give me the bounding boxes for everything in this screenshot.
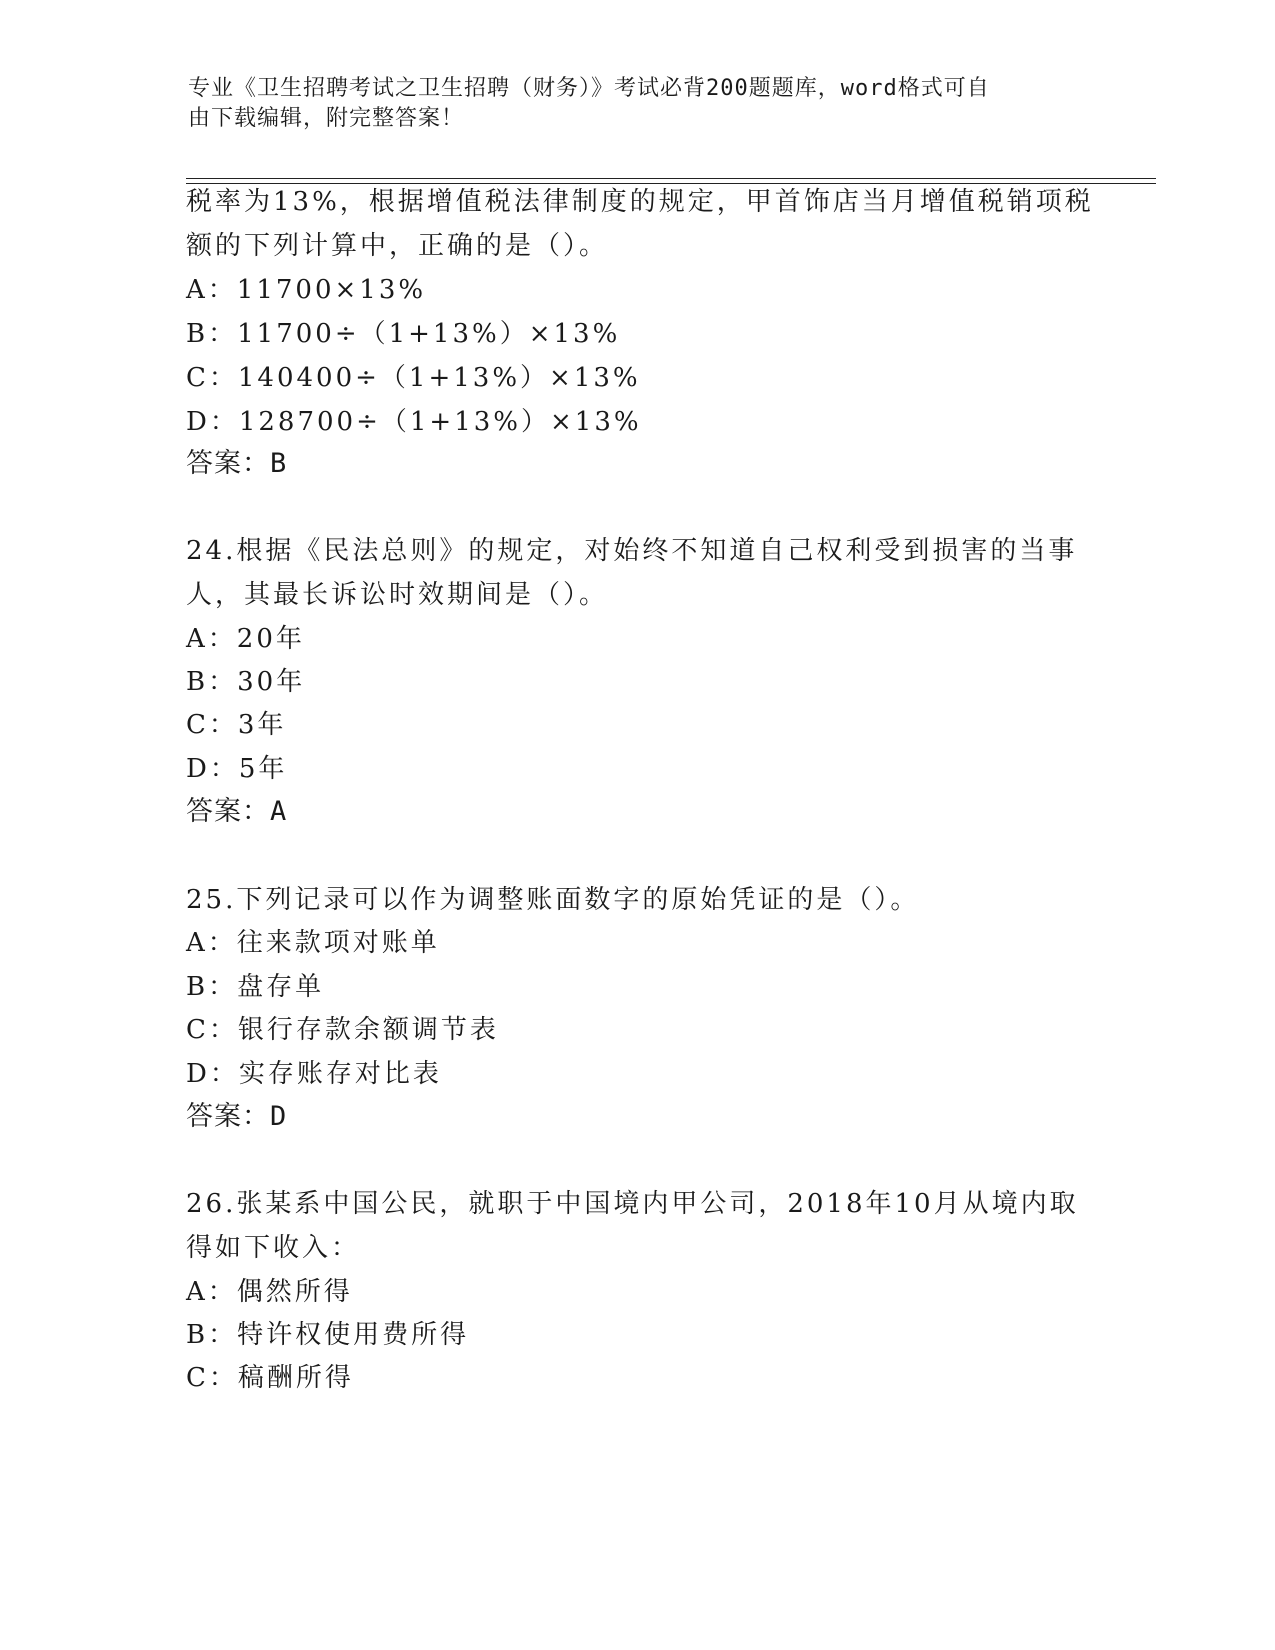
option-d: D：实存账存对比表 [186,1059,442,1089]
option-c: C：140400÷（1+13%）×13% [186,363,641,393]
question-stem-line: 24.根据《民法总则》的规定，对始终不知道自己权利受到损害的当事 [186,536,1078,566]
option-a: A：往来款项对账单 [186,928,440,958]
header-line-1: 专业《卫生招聘考试之卫生招聘（财务）》考试必背200题题库，word格式可自 [188,76,990,101]
question-stem-line: 得如下收入： [186,1233,361,1263]
option-c: C：银行存款余额调节表 [186,1015,499,1045]
option-c: C：3年 [186,710,287,740]
question-stem-line: 25.下列记录可以作为调整账面数字的原始凭证的是（）。 [186,885,920,915]
option-b: B：特许权使用费所得 [186,1320,470,1350]
option-c: C：稿酬所得 [186,1363,354,1393]
question-stem-line: 人，其最长诉讼时效期间是（）。 [186,580,609,610]
header-divider-bottom [186,183,1156,184]
document-header [188,74,1088,134]
option-d: D：128700÷（1+13%）×13% [186,407,642,437]
answer: 答案：A [186,796,288,827]
option-b: B：盘存单 [186,972,325,1002]
header-divider-top [186,178,1156,179]
option-d: D：5年 [186,754,288,784]
answer: 答案：D [186,1101,288,1132]
question-stem-line: 税率为13%，根据增值税法律制度的规定，甲首饰店当月增值税销项税 [186,187,1094,217]
option-a: A：11700×13% [186,275,427,305]
option-b: B：30年 [186,667,306,697]
option-a: A：20年 [186,624,305,654]
option-a: A：偶然所得 [186,1277,353,1307]
answer: 答案：B [186,448,288,479]
question-stem-line: 26.张某系中国公民，就职于中国境内甲公司，2018年10月从境内取 [186,1189,1079,1219]
question-stem-line: 额的下列计算中，正确的是（）。 [186,231,609,261]
option-b: B：11700÷（1+13%）×13% [186,319,621,349]
header-line-2: 由下载编辑，附完整答案！ [188,106,465,131]
